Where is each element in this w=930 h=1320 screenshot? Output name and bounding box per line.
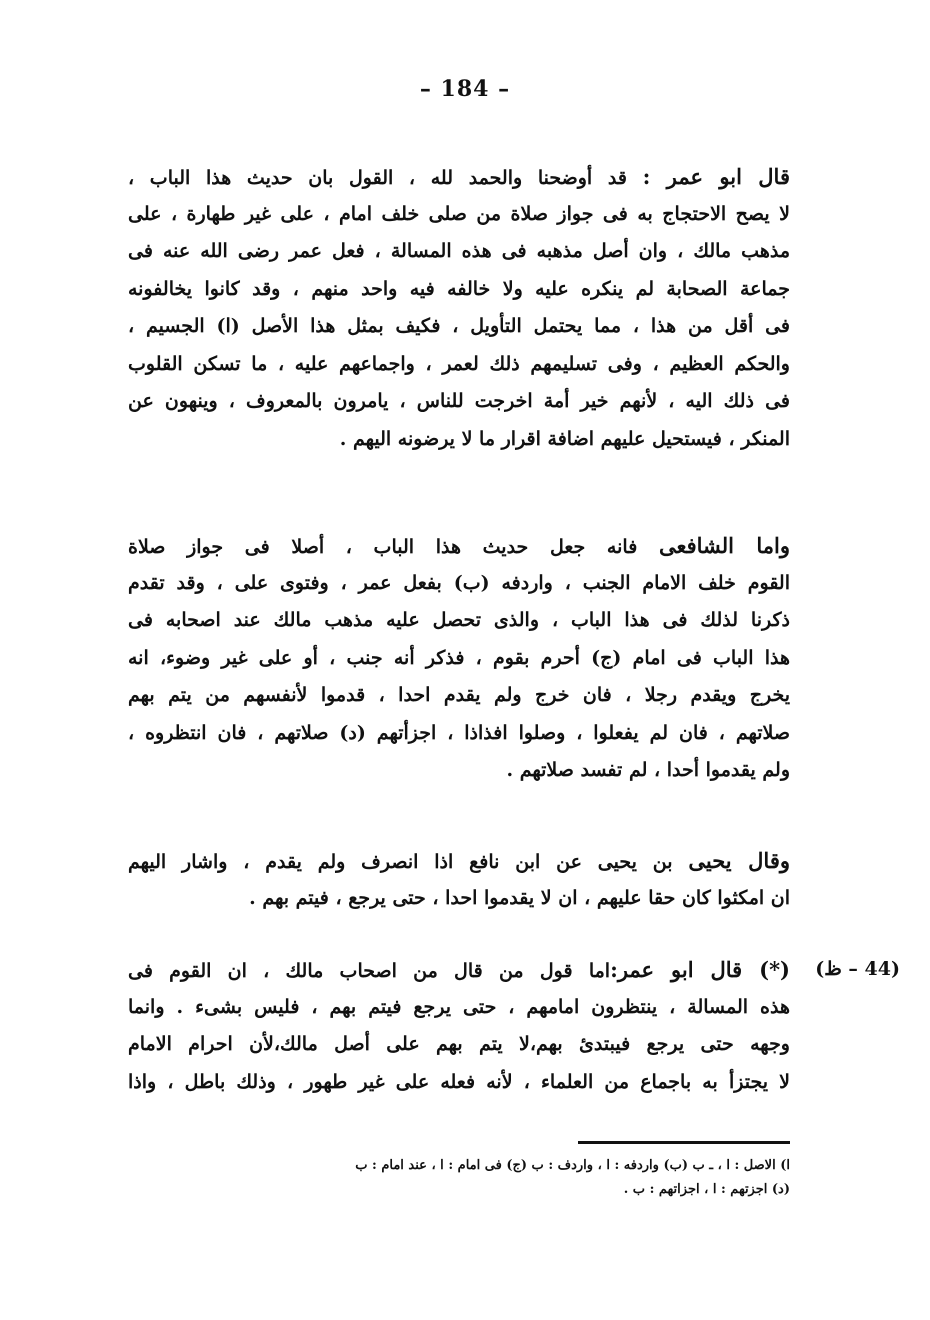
- footnote-line: (د) اجزتهم : ا ، اجزاتهم : ب .: [623, 1182, 790, 1197]
- paragraph-line: ذكرنا لذلك فى هذا الباب ، والذى تحصل عليه مذهب مالك عند اصحابه فى: [128, 609, 790, 631]
- paragraph-line: لا يجتزأ به باجماع من العلماء ، لأنه فعله على غير طهور ، وذلك باطل ، واذا: [128, 1070, 790, 1093]
- paragraph-1: [128, 158, 790, 458]
- paragraph-line: هذا الباب فى امام (ج) أحرم بقوم ، فذكر أنه جنب ، أو على غير وضوء، انه: [128, 646, 790, 669]
- paragraph-line: ولم يقدموا أحدا ، لم تفسد صلاتهم .: [506, 759, 790, 781]
- paragraph-line: يخرج ويقدم رجلا ، فان خرج ولم يقدم احدا ، قدموا لأنفسهم من يتم بهم: [128, 684, 790, 706]
- paragraph-line: لا يصح الاحتجاج به فى جواز صلاة من صلى خلف امام ، على غير طهارة ، على: [128, 202, 790, 225]
- paragraph-line: (*) قال ابو عمر:اما قول من قال من اصحاب مالك ، ان القوم فى: [128, 957, 790, 982]
- paragraph-line: ان امكثوا كان حقا عليهم ، ان لا يقدموا احدا ، حتى يرجع ، فيتم بهم .: [249, 886, 790, 909]
- page-number: – 184 –: [419, 76, 511, 102]
- paragraph-line: مذهب مالك ، وان أصل مذهبه فى هذه المسالة ، فعل عمر رضى الله عنه فى: [128, 240, 790, 262]
- paragraph-line: المنكر ، فيستحيل عليهم اضافة اقرار ما لا يرضونه اليهم .: [339, 427, 790, 450]
- paragraph-lead: وقال يحيى: [688, 848, 790, 873]
- paragraph-line: قال ابو عمر : قد أوضحنا والحمد لله ، القول بان حديث هذا الباب ،: [128, 164, 790, 189]
- paragraph-line: والحكم العظيم ، وفى تسليمهم ذلك لعمر ، واجماعهم عليه ، ما تسكن القلوب: [128, 352, 790, 375]
- paragraph-lead: واما الشافعى: [658, 533, 790, 558]
- paragraph-line: فى أقل من هذا ، مما يحتمل التأويل ، فكيف بمثل هذا الأصل (ا) الجسيم ،: [128, 315, 790, 337]
- footnote-line: ا) الاصل : ا ، ـ ب (ب) واردفه : ا ، واردف : ب (ج) فى امام : ا ، عند امام : ب: [355, 1158, 790, 1173]
- paragraph-3: [128, 842, 790, 917]
- margin-folio-note: (44 – ظ): [815, 958, 900, 980]
- paragraph-line: واما الشافعى فانه جعل حديث هذا الباب ، أصلا فى جواز صلاة: [128, 533, 790, 558]
- paragraph-4: [128, 951, 790, 1101]
- paragraph-line: صلاتهم ، فان لم يفعلوا ، وصلوا افذاذا ، اجزأتهم (د) صلاتهم ، فان انتظروه ،: [128, 721, 790, 744]
- paragraph-line: فى ذلك اليه ، لأنهم خير أمة اخرجت للناس ، يامرون بالمعروف ، وينهون عن: [128, 390, 790, 412]
- paragraph-lead: قال ابو عمر :: [642, 164, 790, 189]
- paragraph-line: هذه المسالة ، ينتظرون امامهم ، حتى يرجع فيتم بهم ، فليس بشىء . وانما: [128, 995, 790, 1018]
- footnote-divider: [578, 1141, 790, 1144]
- paragraph-line: القوم خلف الامام الجنب ، واردفه (ب) بفعل عمر ، وفتوى على ، وقد تقدم: [128, 571, 790, 594]
- paragraph-2: [128, 527, 790, 790]
- paragraph-line: وجهه حتى يرجع فيبتدئ بهم،لا يتم بهم على أصل مالك،لأن احرام الامام: [128, 1033, 790, 1055]
- paragraph-line: وقال يحيى بن يحيى عن ابن نافع اذا انصرف ولم يقدم ، واشار اليهم: [128, 848, 790, 873]
- paragraph-lead: (*) قال ابو عمر:: [610, 957, 790, 982]
- footnotes: [128, 1154, 790, 1202]
- paragraph-line: جماعة الصحابة لم ينكره عليه ولا خالفه فيه واحد منهم ، وقد كانوا يخالفونه: [128, 277, 790, 300]
